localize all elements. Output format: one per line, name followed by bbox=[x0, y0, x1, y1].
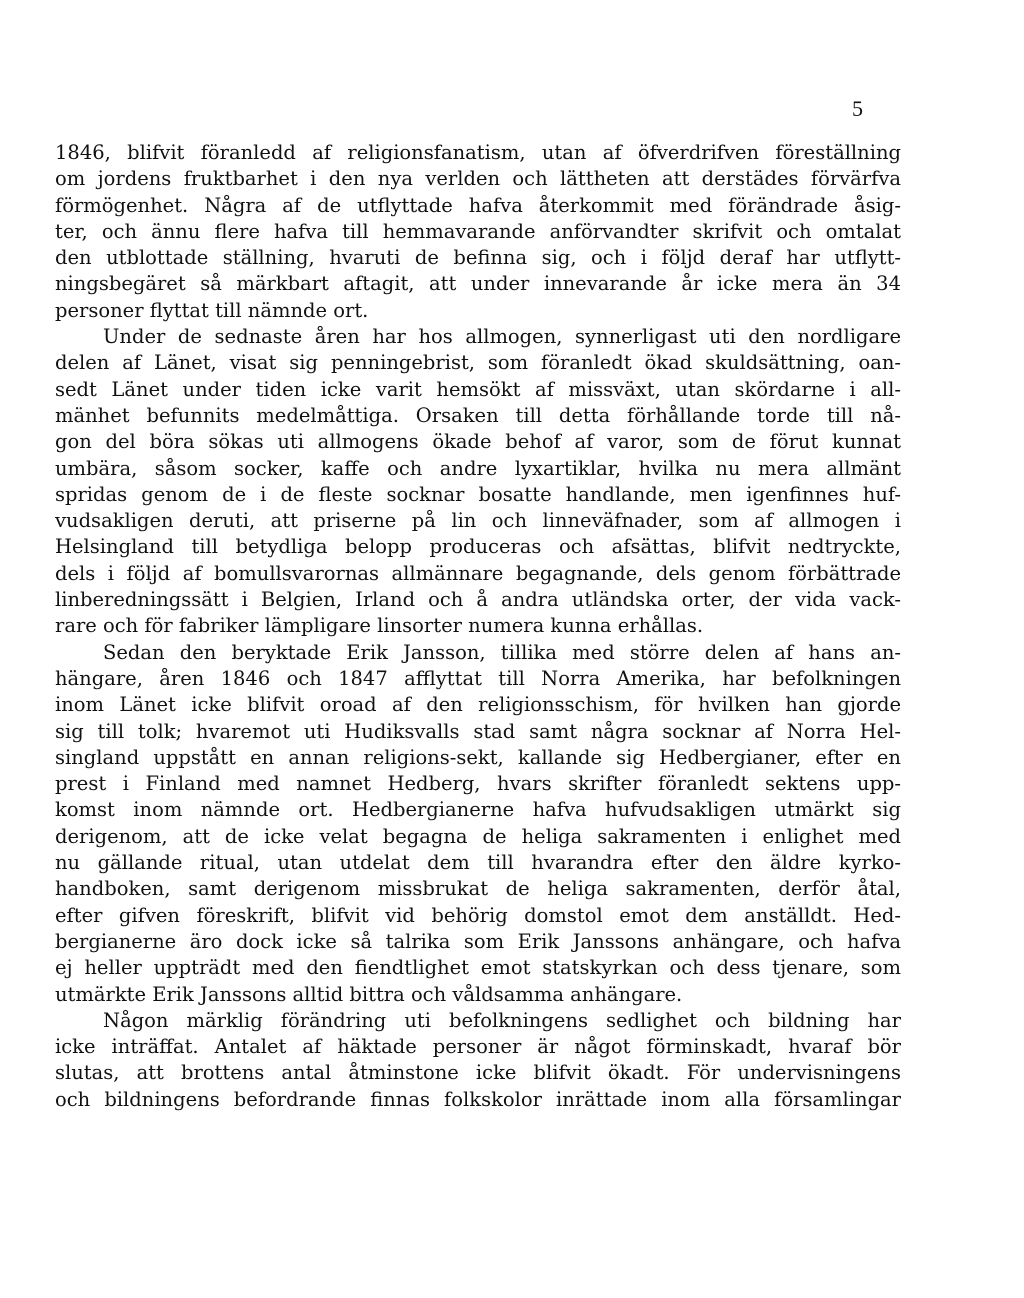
page-number: 5 bbox=[852, 96, 863, 121]
text-line: sig till tolk; hvaremot uti Hudiksvalls stad samt några socknar af Norra Hel- bbox=[55, 719, 901, 743]
text-line: förmögenhet. Några af de utflyttade hafva återkommit med förändrade åsig- bbox=[55, 193, 901, 217]
text-line: slutas, att brottens antal åtminstone icke blifvit ökadt. För undervisningens bbox=[55, 1061, 901, 1085]
text-line: Helsingland till betydliga belopp produceras och afsättas, blifvit nedtryckte, bbox=[55, 535, 901, 559]
text-line: ter, och ännu flere hafva till hemmavarande anförvandter skrifvit och omtalat bbox=[55, 219, 901, 243]
paragraph-start-line: Någon märklig förändring uti befolkningens sedlighet och bildning har bbox=[103, 1008, 901, 1032]
text-line: delen af Länet, visat sig penningebrist, som föranledt ökad skuldsättning, oan- bbox=[55, 351, 901, 375]
body-text bbox=[55, 140, 901, 1113]
text-line: umbära, såsom socker, kaffe och andre lyxartiklar, hvilka nu mera allmänt bbox=[55, 456, 901, 480]
text-line: linberedningssätt i Belgien, Irland och å andra utländska orter, der vida vack- bbox=[55, 588, 901, 612]
text-line: ej heller uppträdt med den fiendtlighet emot statskyrkan och dess tjenare, som bbox=[55, 956, 901, 980]
text-line: den utblottade ställning, hvaruti de befinna sig, och i följd deraf har utflytt- bbox=[55, 246, 901, 270]
text-line: komst inom nämnde ort. Hedbergianerne hafva hufvudsakligen utmärkt sig bbox=[55, 798, 901, 822]
text-line: 1846, blifvit föranledd af religionsfanatism, utan af öfverdrifven föreställning bbox=[55, 141, 901, 164]
text-line: inom Länet icke blifvit oroad af den religionsschism, för hvilken han gjorde bbox=[55, 693, 901, 717]
text-line: personer flyttat till nämnde ort. bbox=[55, 298, 369, 322]
text-line: vudsakligen deruti, att priserne på lin och linneväfnader, som af allmogen i bbox=[55, 509, 901, 533]
text-line: gon del böra sökas uti allmogens ökade behof af varor, som de förut kunnat bbox=[55, 430, 901, 454]
text-line: hängare, åren 1846 och 1847 afflyttat till Norra Amerika, har befolkningen bbox=[55, 666, 901, 690]
text-line: ningsbegäret så märkbart aftagit, att under innevarande år icke mera än 34 bbox=[55, 272, 901, 296]
text-line: prest i Finland med namnet Hedberg, hvars skrifter föranledt sektens upp- bbox=[55, 772, 901, 796]
text-line: om jordens fruktbarhet i den nya verlden och lättheten att derstädes förvärfva bbox=[55, 167, 901, 191]
text-line: och bildningens befordrande finnas folkskolor inrättade inom alla församlingar bbox=[55, 1087, 901, 1111]
text-line: mänhet befunnits medelmåttiga. Orsaken till detta förhållande torde till nå- bbox=[55, 403, 901, 427]
text-line: efter gifven föreskrift, blifvit vid behörig domstol emot dem anställdt. Hed- bbox=[55, 903, 901, 927]
text-line: nu gällande ritual, utan utdelat dem till hvarandra efter den äldre kyrko- bbox=[55, 851, 901, 875]
text-line: spridas genom de i de fleste socknar bosatte handlande, men igenfinnes huf- bbox=[55, 482, 901, 506]
text-line: dels i följd af bomullsvarornas allmännare begagnande, dels genom förbättrade bbox=[55, 561, 901, 585]
text-line: handboken, samt derigenom missbrukat de heliga sakramenten, derför åtal, bbox=[55, 877, 901, 901]
text-line: bergianerne äro dock icke så talrika som Erik Janssons anhängare, och hafva bbox=[55, 929, 901, 953]
text-line: derigenom, att de icke velat begagna de heliga sakramenten i enlighet med bbox=[55, 824, 901, 848]
text-line: utmärkte Erik Janssons alltid bittra och våldsamma anhängare. bbox=[55, 982, 683, 1006]
text-line: rare och för fabriker lämpligare linsorter numera kunna erhållas. bbox=[55, 614, 704, 638]
paragraph-start-line: Sedan den beryktade Erik Jansson, tillika med större delen af hans an- bbox=[103, 640, 901, 664]
text-line: singland uppstått en annan religions-sekt, kallande sig Hedbergianer, efter en bbox=[55, 745, 901, 769]
text-line: sedt Länet under tiden icke varit hemsökt af missväxt, utan skördarne i all- bbox=[55, 377, 901, 401]
paragraph-start-line: Under de sednaste åren har hos allmogen, synnerligast uti den nordligare bbox=[103, 325, 901, 349]
text-line: icke inträffat. Antalet af häktade personer är något förminskadt, hvaraf bör bbox=[55, 1035, 901, 1059]
